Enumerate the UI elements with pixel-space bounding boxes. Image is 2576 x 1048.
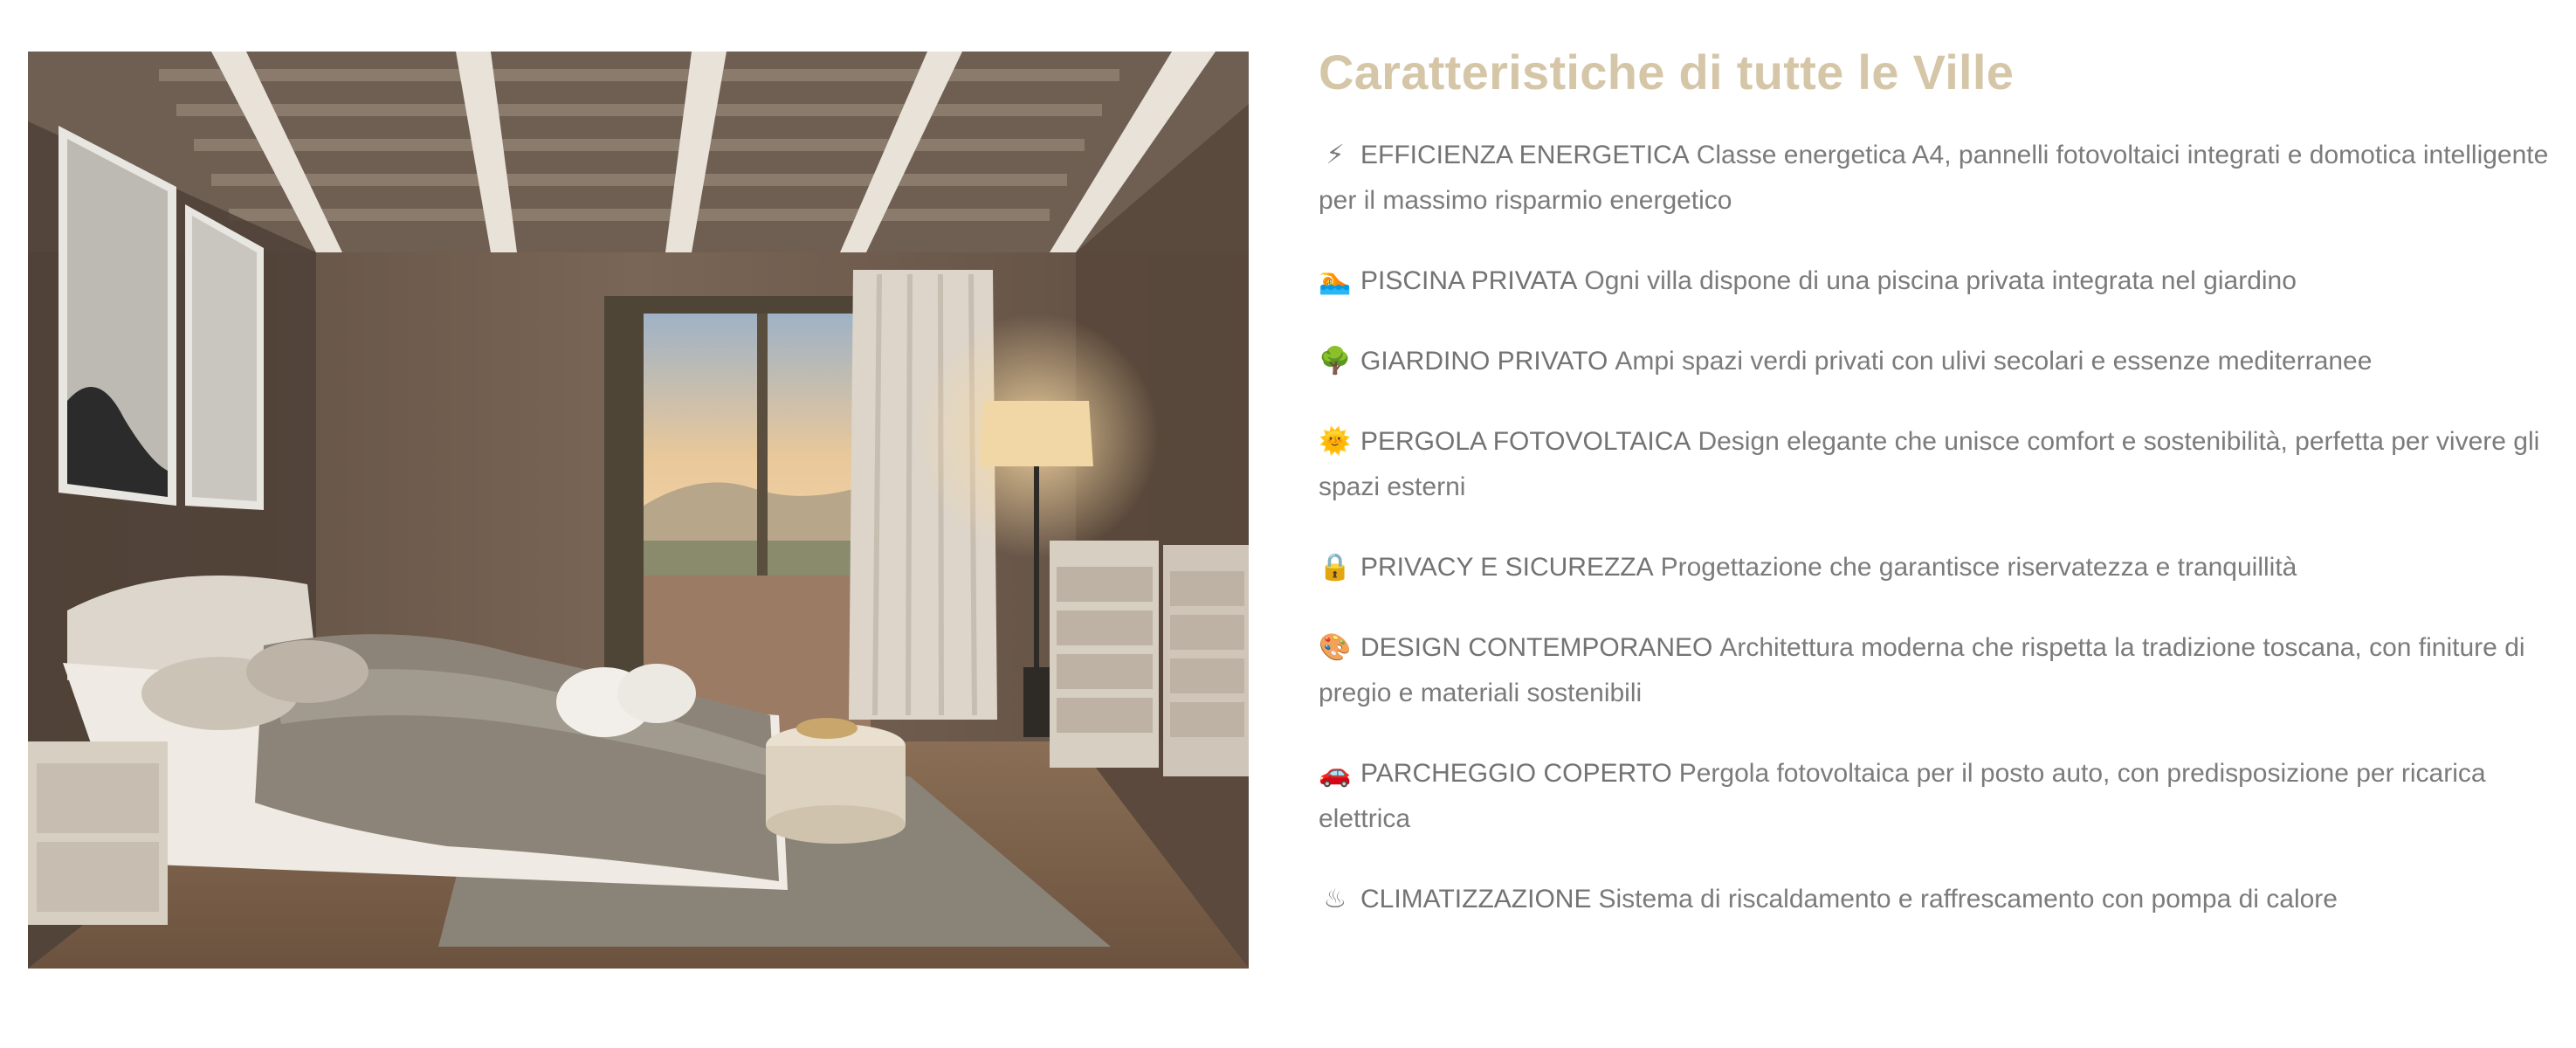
feature-heading: DESIGN CONTEMPORANEO	[1360, 633, 1713, 662]
nightstand	[28, 741, 168, 925]
feature-text: Progettazione che garantisce riservatezza e tranquillità	[1660, 553, 2297, 582]
tree-icon: 🌳	[1319, 347, 1352, 376]
feature-item	[1319, 133, 2550, 224]
lock-icon: 🔒	[1319, 553, 1352, 582]
feature-item	[1319, 419, 2550, 510]
feature-item	[1319, 545, 2550, 590]
feature-text: Ogni villa dispone di una piscina privata integrata nel giardino	[1584, 266, 2297, 295]
bedroom-photo	[28, 52, 1249, 969]
bedroom-photo-illustration	[28, 52, 1249, 969]
section-title: Caratteristiche di tutte le Ville	[1319, 45, 2015, 100]
feature-text: Architettura moderna che rispetta la tradizione toscana, con finiture di pregio e materiali sostenibili	[1319, 633, 2525, 707]
feature-item	[1319, 877, 2550, 922]
feature-text: Design elegante che unisce comfort e sostenibilità, perfetta per vivere gli spazi esterni	[1319, 427, 2540, 501]
swimmer-icon: 🏊	[1319, 266, 1352, 295]
hot-springs-icon: ♨	[1323, 885, 1347, 914]
feature-heading: PERGOLA FOTOVOLTAICA	[1360, 427, 1691, 456]
features-section	[1319, 35, 2550, 957]
feature-text: Sistema di riscaldamento e raffrescamento con pompa di calore	[1598, 885, 2338, 914]
feature-text: Ampi spazi verdi privati con ulivi secolari e essenze mediterranee	[1615, 347, 2373, 376]
feature-heading: CLIMATIZZAZIONE	[1360, 885, 1592, 914]
feature-heading: PRIVACY E SICUREZZA	[1360, 553, 1654, 582]
palette-icon: 🎨	[1319, 633, 1352, 662]
feature-heading: PISCINA PRIVATA	[1360, 266, 1578, 295]
car-icon: 🚗	[1319, 759, 1352, 788]
pouf	[766, 718, 906, 844]
feature-item	[1319, 751, 2550, 842]
feature-item	[1319, 339, 2550, 384]
feature-item	[1319, 625, 2550, 716]
feature-heading: PARCHEGGIO COPERTO	[1360, 759, 1672, 788]
sun-icon: 🌞	[1319, 427, 1352, 456]
feature-text: Classe energetica A4, pannelli fotovoltaici integrati e domotica intelligente per il massimo risparmio energetico	[1319, 141, 2549, 215]
feature-heading: EFFICIENZA ENERGETICA	[1360, 141, 1690, 169]
feature-heading: GIARDINO PRIVATO	[1360, 347, 1608, 376]
features-list	[1319, 133, 2550, 922]
lightning-icon: ⚡	[1326, 141, 1345, 169]
dresser-icon	[1050, 541, 1249, 776]
feature-item	[1319, 259, 2550, 304]
feature-text: Pergola fotovoltaica per il posto auto, con predisposizione per ricarica elettrica	[1319, 759, 2486, 833]
